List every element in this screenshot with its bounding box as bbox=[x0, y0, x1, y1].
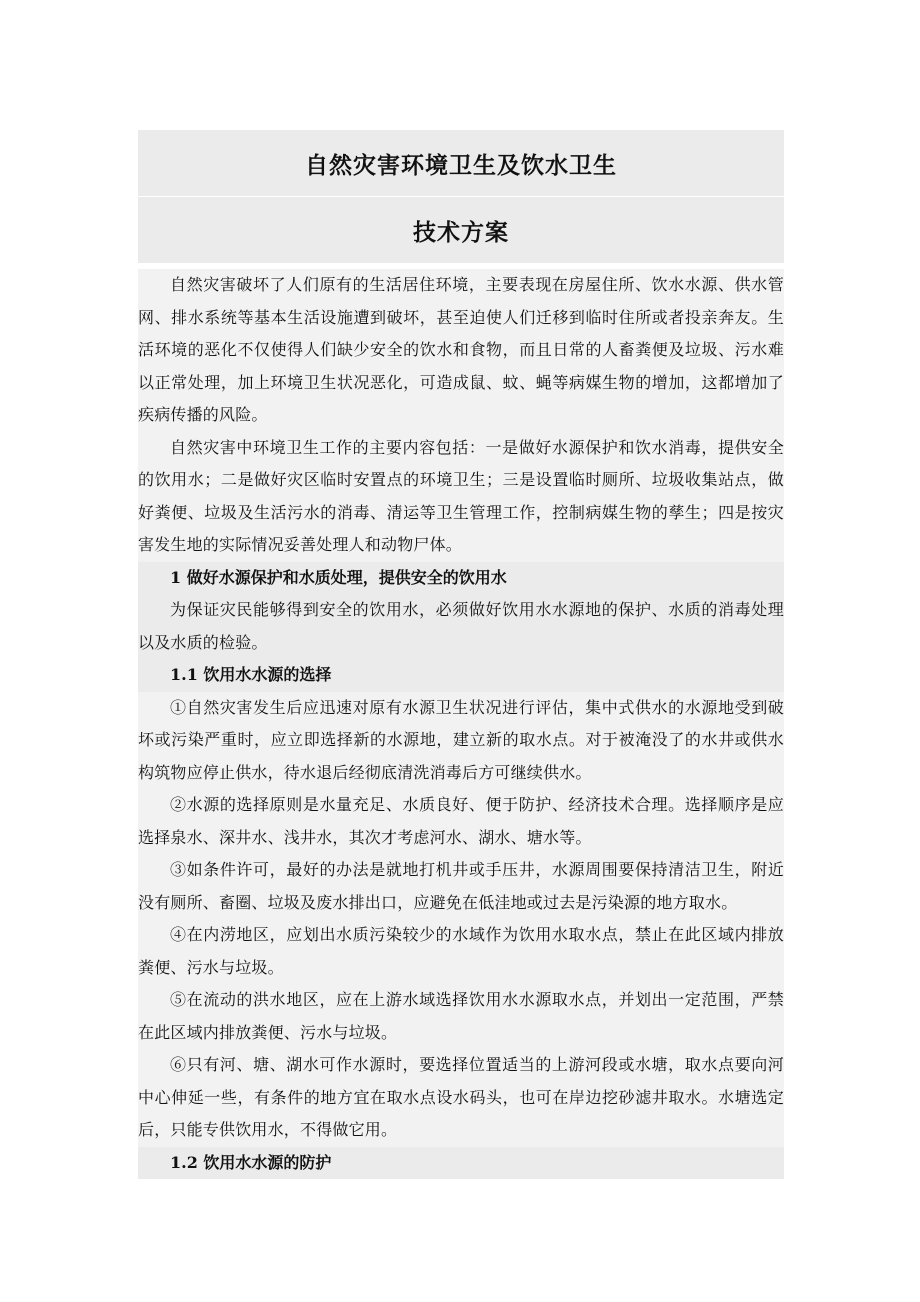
title-band bbox=[138, 130, 784, 196]
section-heading-1-1: 1.1 饮用水水源的选择 bbox=[138, 659, 784, 692]
subtitle-band bbox=[138, 197, 784, 263]
paragraph-section-1: 为保证灾民能够得到安全的饮用水，必须做好饮用水水源地的保护、水质的消毒处理以及水质的检验。 bbox=[138, 594, 784, 659]
document-page bbox=[138, 130, 784, 1172]
paragraph-item-4: ④在内涝地区，应划出水质污染较少的水域作为饮用水取水点，禁止在此区域内排放粪便、污水与垃圾。 bbox=[138, 925, 784, 977]
paragraph-item-5: ⑤在流动的洪水地区，应在上游水域选择饮用水水源取水点，并划出一定范围，严禁在此区域内排放粪便、污水与垃圾。 bbox=[138, 990, 784, 1042]
document-subtitle: 技术方案 bbox=[413, 218, 509, 246]
paragraph-item-2: ②水源的选择原则是水量充足、水质良好、便于防护、经济技术合理。选择顺序是应选择泉水、深井水、浅井水，其次才考虑河水、湖水、塘水等。 bbox=[138, 795, 784, 847]
section-heading-1-2: 1.2 饮用水水源的防护 bbox=[138, 1147, 784, 1180]
document-body bbox=[138, 269, 784, 1179]
paragraph-item-3: ③如条件许可，最好的办法是就地打机井或手压井，水源周围要保持清洁卫生，附近没有厕所、畜圈、垃圾及废水排出口，应避免在低洼地或过去是污染源的地方取水。 bbox=[138, 860, 784, 912]
paragraph-intro: 自然灾害破坏了人们原有的生活居住环境，主要表现在房屋住所、饮水水源、供水管网、排水系统等基本生活设施遭到破坏，甚至迫使人们迁移到临时住所或者投亲奔友。生活环境的恶化不仅使得人们缺少安全的饮水和食物，而且日常的人畜粪便及垃圾、污水难以正常处理，加上环境卫生状况恶化，可造成鼠、蚊、蝇等病媒生物的增加，这都增加了疾病传播的风险。 bbox=[138, 275, 784, 424]
section-heading-1: 1 做好水源保护和水质处理，提供安全的饮用水 bbox=[138, 562, 784, 595]
paragraph-item-6: ⑥只有河、塘、湖水可作水源时，要选择位置适当的上游河段或水塘，取水点要向河中心伸延一些，有条件的地方宜在取水点设水码头，也可在岸边挖砂滤井取水。水塘选定后，只能专供饮用水，不得做它用。 bbox=[138, 1055, 784, 1139]
paragraph-main-content: 自然灾害中环境卫生工作的主要内容包括：一是做好水源保护和饮水消毒，提供安全的饮用水；二是做好灾区临时安置点的环境卫生；三是设置临时厕所、垃圾收集站点，做好粪便、垃圾及生活污水的消毒、清运等卫生管理工作，控制病媒生物的孳生；四是按灾害发生地的实际情况妥善处理人和动物尸体。 bbox=[138, 437, 784, 554]
paragraph-item-1: ①自然灾害发生后应迅速对原有水源卫生状况进行评估，集中式供水的水源地受到破坏或污染严重时，应立即选择新的水源地，建立新的取水点。对于被淹没了的水井或供水构筑物应停止供水，待水退后经彻底清洗消毒后方可继续供水。 bbox=[138, 697, 784, 782]
document-title: 自然灾害环境卫生及饮水卫生 bbox=[305, 151, 617, 179]
